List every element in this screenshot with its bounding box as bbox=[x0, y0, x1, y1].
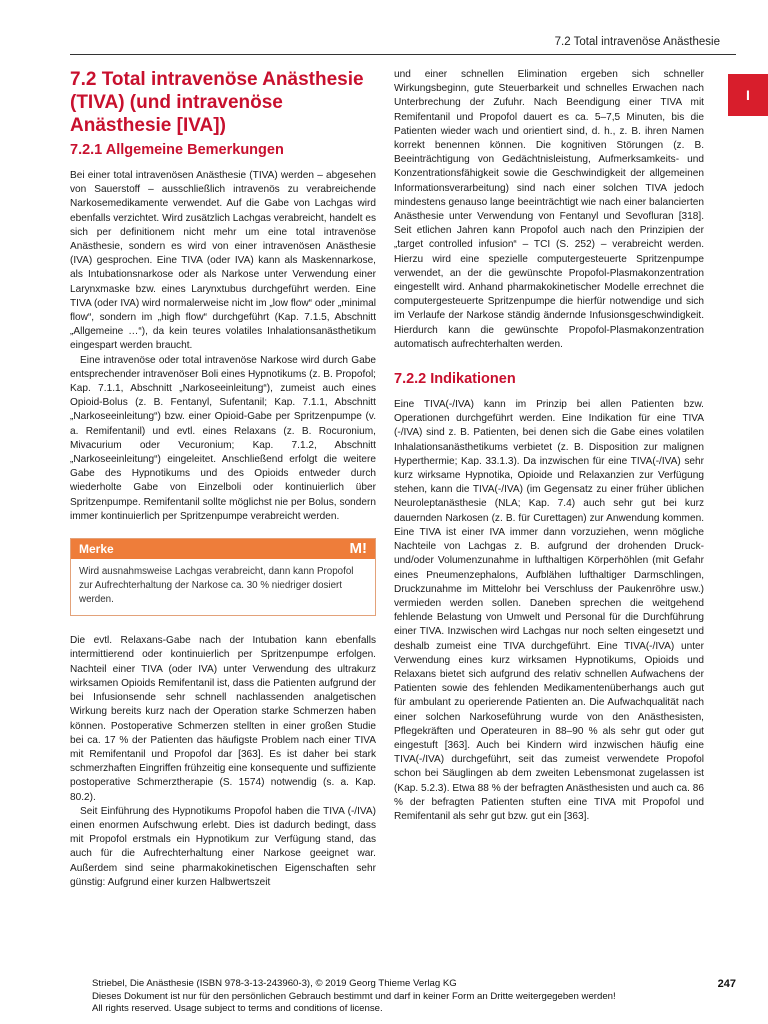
page-footer bbox=[92, 978, 736, 1016]
paragraph: Seit Einführung des Hypnotikums Propofol haben die TIVA (-/IVA) einen enormen Aufschwung erlebt. Dies ist dadurch bedingt, dass mit Propofol erstmals ein Hypnotikum zur Verfügung stand, das auch für die Aufrechterhaltung einer Narkose geeignet war. Außerdem sind seine pharmakokinetischen Eigenschaften sehr günstig: Aufgrund einer kurzen Halbwertszeit bbox=[70, 805, 376, 888]
footer-rights: All rights reserved. Usage subject to terms and conditions of license. bbox=[92, 1003, 383, 1015]
subsection-title-allgemeine-bemerkungen: 7.2.1 Allgemeine Bemerkungen bbox=[70, 142, 284, 158]
paragraph: Die evtl. Relaxans-Gabe nach der Intubation kann ebenfalls intermittierend oder kontinuierlich per Spritzenpumpe erfolgen. Nachteil einer TIVA (oder IVA) unter Verwendung des ultrakurz wirksamen Opioids Remifentanil ist, dass die Patienten aufgrund der bei Infusionsende sehr schnell nachlassenden analgetischen Wirkung bereits kurz nach der Operation starke Schmerzen haben können. Postoperative Schmerzen stellten in einer großen Studie bei ca. 17 % der Patienten das häufigste Problem nach einer TIVA mit Remifentanil und Propofol dar [363]. Es ist daher bei stark schmerzhaften Eingriffen frühzeitig eine konsequente und suffiziente postoperative Schmerztherapie (S. 1574) notwendig (s. a. Kap. 80.2). bbox=[70, 635, 376, 803]
paragraph: Bei einer total intravenösen Anästhesie (TIVA) werden – abgesehen von Sauerstoff – ausschließlich intravenös zu verabreichende Narkosemedikamente verwendet. Auf die Gabe von Lachgas wird ebenfalls verzichtet. Wird zusätzlich Lachgas verabreicht, handelt es sich per definitionem nicht mehr um eine total intravenöse Anästhesie, sondern es wird von einer intravenösen Anästhesie (IVA) gesprochen. Eine TIVA (oder IVA) kann als Maskennarkose, als Intubationsnarkose oder als Narkose unter Verwendung einer Larynxmaske bzw. eines Larynxtubus durchgeführt werden. Eine TIVA (oder IVA) wird normalerweise nicht im „low flow“ oder „minimal flow“, sondern im „high flow“ durchgeführt (Kap. 7.1.5, Abschnitt „Allgemeine …“), da kein teures volatiles Inhalationsanästhetikum eingespart werden braucht. bbox=[70, 170, 376, 352]
paragraph: Eine intravenöse oder total intravenöse Narkose wird durch Gabe entsprechender intravenöser Boli eines Hypnotikums (z. B. Propofol; Kap. 7.1.1, Abschnitt „Narkoseeinleitung“), zumeist auch eines Opioid-Bolus (z. B. Fentanyl, Sufentanil; Kap. 7.1.1, Abschnitt „Narkoseeinleitung“) bzw. einer Opioid-Gabe per Spritzenpumpe (v. a. Remifentanil) und evtl. eines Relaxans (z. B. Rocuronium, Mivacurium oder Vecuronium; Kap. 7.1.2, Abschnitt „Narkoseeinleitung“) eingeleitet. Anschließend erfolgt die weitere Gabe des Hypnotikums und des Opioids entweder durch wiederholte Gabe von Einzelboli oder kontinuierlich über Spritzenpumpe. Remifentanil sollte möglichst nie per Bolus, sondern immer kontinuierlich per Spritzenpumpe verabreicht werden. bbox=[70, 354, 376, 522]
paragraph: und einer schnellen Elimination ergeben sich schneller Wirkungsbeginn, gute Steuerbarkeit und schnelles Erwachen nach Unterbrechung der Zufuhr. Nach Beendigung einer TIVA mit Remifentanil und Propofol dauert es ca. 5–7,5 Minuten, bis die Patienten wieder wach und orientiert sind, d. h., z. B. ihren Namen korrekt benennen können. Die kognitiven Störungen (z. B. Beeinträchtigung von Gedächtnisleistung, Aufmerksamkeits- und Konzentrationsfähigkeit sowie die Geschwindigkeit der allgemeinen Informationsverarbeitung) sind nach einer solchen TIVA jedoch mindestens genauso lange beeinträchtigt wie nach einer balancierten Anästhesie unter Verwendung von Fentanyl und Sevofluran [318]. Seit etlichen Jahren kann Propofol auch nach den Prinzipien der „target controlled infusion“ – TCI (S. 252) – verabreicht werden. Hierzu wird eine spezielle computergesteuerte Spritzenpumpe verwendet, an der die gewünschte Propofol-Plasmakonzentration eingestellt wird. Anhand pharmakokinetischer Modelle errechnet die computergesteuerte Spritzenpumpe die hierfür notwendige und sich im Verlaufe der Narkose ständig ändernde Infusionsgeschwindigkeit. Hierdurch kann die gewünschte Propofol-Plasmakonzentration automatisch aufrechterhalten werden. bbox=[394, 69, 704, 350]
footer-notice: Dieses Dokument ist nur für den persönlichen Gebrauch bestimmt und darf in keiner Form an Dritte weitergegeben werden! bbox=[92, 990, 616, 1002]
page-number: 247 bbox=[717, 978, 736, 990]
merke-label: Merke bbox=[79, 542, 114, 557]
chapter-side-tab: I bbox=[728, 74, 768, 116]
footer-citation: Striebel, Die Anästhesie (ISBN 978-3-13-243960-3), © 2019 Georg Thieme Verlag KG bbox=[92, 978, 457, 989]
merke-icon: M! bbox=[349, 540, 367, 558]
merke-box bbox=[70, 538, 376, 616]
section-title: 7.2 Total intravenöse Anästhesie (TIVA) (und intravenöse Anästhesie [IVA]) bbox=[70, 69, 364, 136]
right-column bbox=[394, 68, 704, 824]
header-rule bbox=[70, 54, 736, 55]
running-header: 7.2 Total intravenöse Anästhesie bbox=[554, 36, 720, 48]
subsection-title-indikationen: 7.2.2 Indikationen bbox=[394, 371, 516, 388]
merke-header bbox=[71, 539, 375, 559]
paragraph: Eine TIVA(-/IVA) kann im Prinzip bei allen Patienten bzw. Operationen durchgeführt werden. Eine Indikation für eine TIVA (-/IVA) sind z. B. Patienten, bei denen sich die Gabe eines volatilen Inhalationsanästhetikums verbietet (z. B. Disposition zur malignen Hyperthermie; Kap. 33.1.3). Da inzwischen für eine TIVA(-/IVA) sehr kurz wirksame Hypnotika, Opioide und Relaxanzien zur Verfügung stehen, kann die TIVA(-/IVA) (im Gegensatz zu einer früher üblichen Neuroleptanästhesie (NLA; Kap. 7.4) auch sehr gut bei kurz dauernden Narkosen (z. B. für Curettagen) zur Anwendung kommen. Eine TIVA ist einer IVA immer dann vorzuziehen, wenn mögliche Nachteile von Lachgas z. B. aufgrund der drohenden Druck- und/oder Volumenzunahme in lufthaltigen Körperhöhlen (mit Gefahr eines Pneumenzephalons, Aufblähen lufthaltiger Darmschlingen, Druckzunahme im Mittelohr bei Verschluss der Paukenröhre usw.) vermieden werden sollen. Daneben sprechen die weitgehend fehlende Belastung von Umwelt und Personal für die Durchführung einer TIVA. Inzwischen wird Lachgas nur noch selten eingesetzt und deshalb zumeist eine TIVA durchgeführt. Eine TIVA(-/IVA) unter Verwendung eines kurz wirksamen Hypnotikums, Opioids und Relaxans bietet sich aufgrund des relativ schnellen Aufwachens der Patienten sowie des fehlenden Medikamentenüberhangs auch gut für ambulant zu operierende Patienten an. Die Aufwachqualität nach einer solchen Narkoseführung wurde von den Anästhesisten, Pflegekräften und Operateuren in 88–90 % als sehr gut oder gut eingestuft [363]. Auch bei Kindern wird inzwischen häufig eine TIVA(-/IVA) durchgeführt, seit das zumeist verwendete Propofol schon bei Säuglingen ab dem zweiten Lebensmonat zugelassen ist (Kap. 5.2.3). Etwa 88 % der befragten Anästhesisten und auch ca. 86 % der befragten Patienten stuften eine TIVA mit Propofol und Remifentanil als sehr gut bzw. gut ein [363]. bbox=[394, 399, 704, 822]
left-column bbox=[70, 68, 376, 890]
merke-text: Wird ausnahmsweise Lachgas verabreicht, dann kann Propofol zur Aufrechterhaltung der Narkose ca. 30 % niedriger dosiert werden. bbox=[79, 566, 354, 606]
